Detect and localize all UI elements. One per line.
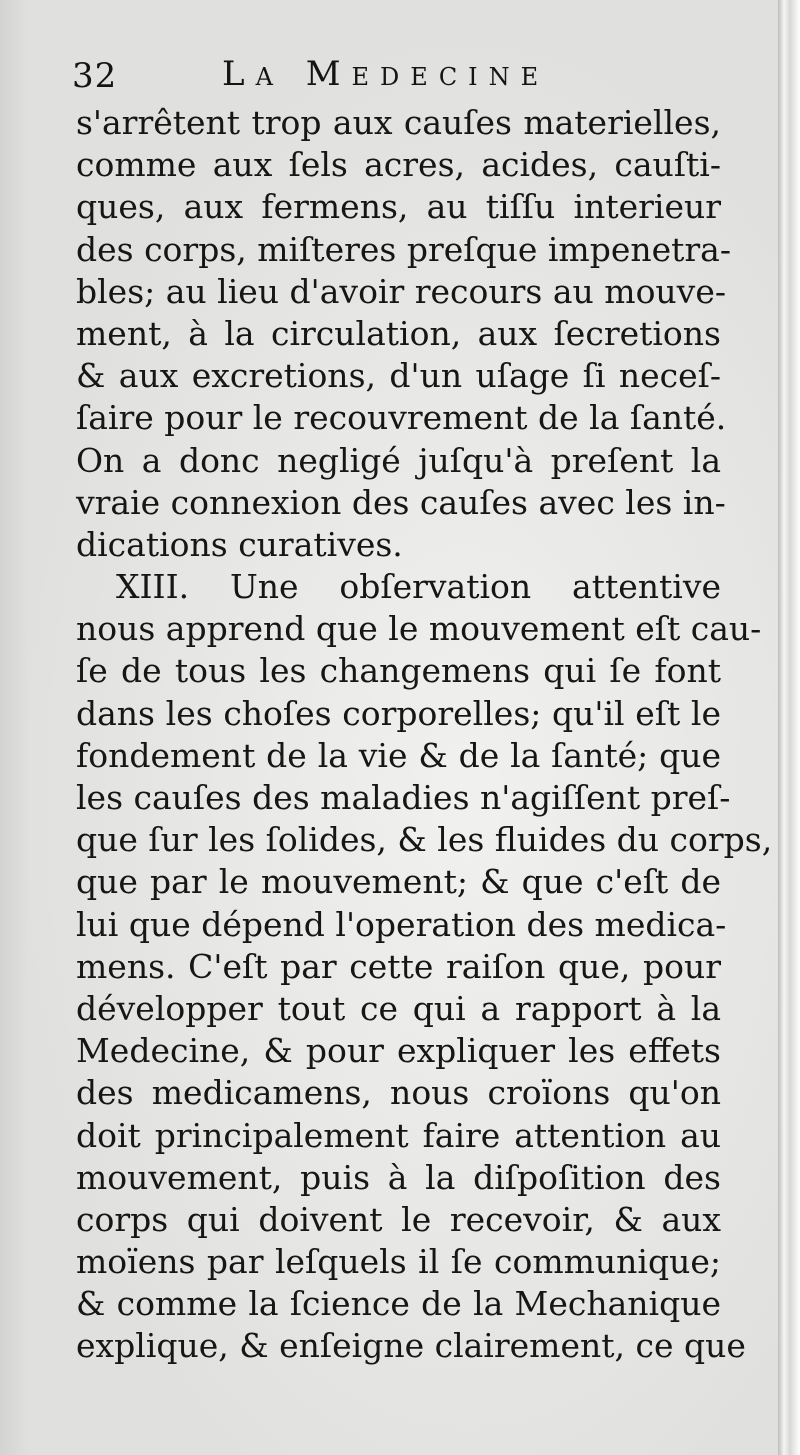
- text-line: ſe de tous les changemens qui ſe font: [76, 651, 721, 691]
- text-line: explique, & enſeigne clairement, ce que: [76, 1326, 746, 1366]
- page-header: [72, 50, 732, 100]
- text-line: Medecine, & pour expliquer les effets: [76, 1031, 721, 1071]
- text-line: doit principalement faire attention au: [76, 1115, 721, 1155]
- text-line: que par le mouvement; & que c'eſt de: [76, 862, 721, 902]
- body-text: [76, 102, 773, 1368]
- running-head: La Medecine: [222, 54, 550, 94]
- text-line: & aux excretions, d'un uſage ſi neceſ-: [76, 356, 721, 396]
- text-line: comme aux ſels acres, acides, cauſti-: [76, 145, 721, 185]
- text-line: mouvement, puis à la diſpoſition des: [76, 1157, 721, 1197]
- text-line: & comme la ſcience de la Mechanique: [76, 1284, 721, 1324]
- text-line: ment, à la circulation, aux ſecretions: [76, 313, 721, 353]
- text-line: fondement de la vie & de la ſanté; que: [76, 735, 721, 775]
- text-line: nous apprend que le mouvement eſt cau-: [76, 609, 762, 649]
- text-line: moïens par leſquels il ſe communique;: [76, 1242, 721, 1282]
- text-line: bles; au lieu d'avoir recours au mouve-: [76, 271, 727, 311]
- text-line: développer tout ce qui a rapport à la: [76, 988, 721, 1028]
- text-line: corps qui doivent le recevoir, & aux: [76, 1199, 721, 1239]
- text-line: dans les choſes corporelles; qu'il eſt le: [76, 693, 721, 733]
- text-line: lui que dépend l'operation des medica-: [76, 904, 727, 944]
- page-edge: [778, 0, 800, 1455]
- text-line: que ſur les ſolides, & les fluides du corps,: [76, 820, 773, 860]
- text-line: s'arrêtent trop aux cauſes materielles,: [76, 103, 721, 142]
- text-line: dications curatives.: [76, 524, 403, 564]
- text-line: ſaire pour le recouvrement de la ſanté.: [76, 398, 727, 438]
- text-line: On a donc negligé juſqu'à preſent la: [76, 440, 721, 480]
- text-line: vraie connexion des cauſes avec les in-: [76, 482, 726, 522]
- text-line: mens. C'eſt par cette raiſon que, pour: [76, 946, 721, 986]
- text-line: des corps, miſteres preſque impenetra-: [76, 229, 732, 269]
- text-line: des medicamens, nous croïons qu'on: [76, 1073, 721, 1113]
- page-number: 32: [72, 56, 118, 96]
- section-start-line: XIII. Une obſervation attentive: [116, 567, 721, 607]
- text-line: ques, aux fermens, au tiſſu interieur: [76, 187, 721, 227]
- text-line: les cauſes des maladies n'agiſſent preſ-: [76, 778, 731, 817]
